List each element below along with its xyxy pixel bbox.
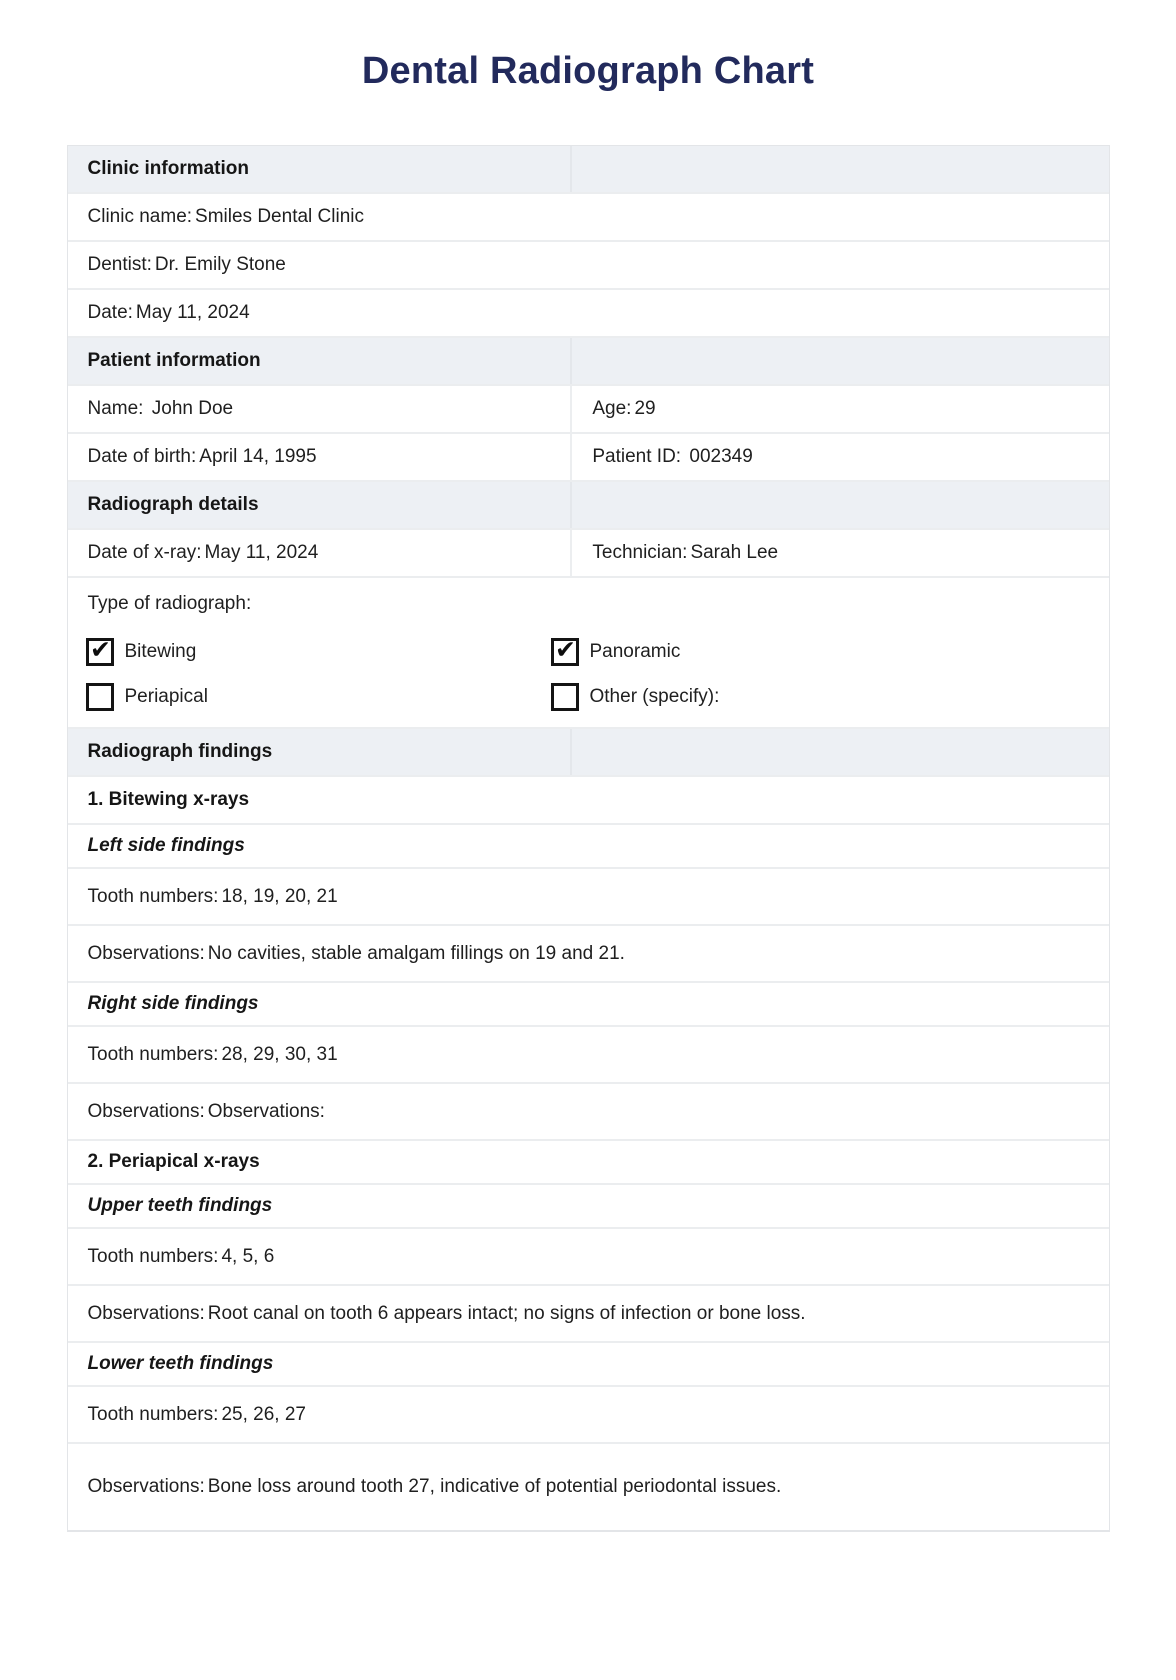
tooth-numbers-value: 25, 26, 27 [221, 1403, 306, 1425]
tooth-numbers-label: Tooth numbers: [87, 1403, 219, 1425]
tooth-numbers-label: Tooth numbers: [87, 1245, 219, 1267]
checkmark-icon: ✔ [555, 635, 576, 664]
tooth-numbers-value: 18, 19, 20, 21 [221, 885, 338, 907]
panoramic-checkbox-label: Panoramic [589, 641, 681, 662]
observations-row-upper-teeth [68, 1286, 1109, 1343]
section-header-spacer [572, 482, 1108, 528]
observations-row-lower-teeth [68, 1444, 1109, 1530]
observations-label: Observations: [87, 1100, 205, 1122]
clinic-name-value: Smiles Dental Clinic [195, 206, 364, 227]
tooth-numbers-label: Tooth numbers: [87, 1043, 219, 1065]
section-header-patient-information [68, 338, 1109, 386]
observations-row-left-side [68, 926, 1109, 983]
bitewing-checkbox[interactable] [86, 635, 114, 666]
dentist-label: Dentist: [87, 254, 152, 275]
technician-label: Technician: [592, 542, 688, 563]
checkbox-option-periapical[interactable] [86, 683, 551, 711]
panoramic-checkbox[interactable] [551, 635, 579, 666]
subsection-title-lower-teeth [68, 1343, 1109, 1387]
findings-group-title-bitewing [68, 777, 1109, 825]
section-header-spacer [572, 729, 1108, 775]
page-title: Dental Radiograph Chart [361, 50, 815, 92]
clinic-name-row [68, 194, 1109, 242]
age-value: 29 [634, 398, 656, 419]
xray-date-value: May 11, 2024 [204, 542, 319, 563]
group-title: 1. Bitewing x-rays [87, 789, 250, 810]
observations-value: No cavities, stable amalgam fillings on 19 and 21. [207, 942, 625, 964]
tooth-numbers-row-upper-teeth [68, 1229, 1109, 1286]
tooth-numbers-row-lower-teeth [68, 1387, 1109, 1444]
subsection-title: Left side findings [87, 835, 245, 856]
periapical-checkbox[interactable] [86, 683, 114, 711]
subsection-title: Lower teeth findings [87, 1353, 274, 1374]
technician-value: Sarah Lee [690, 542, 779, 563]
type-of-radiograph-label: Type of radiograph: [87, 593, 252, 614]
xray-date-label: Date of x-ray: [87, 542, 202, 563]
checkbox-option-other[interactable] [551, 683, 720, 711]
section-title: Radiograph details [87, 494, 259, 515]
dentist-value: Dr. Emily Stone [154, 254, 286, 275]
observations-value: Bone loss around tooth 27, indicative of potential periodontal issues. [207, 1476, 782, 1497]
group-title: 2. Periapical x-rays [87, 1151, 260, 1172]
other-checkbox[interactable] [551, 683, 579, 711]
clinic-name-label: Clinic name: [87, 206, 193, 227]
section-header-radiograph-findings [68, 729, 1109, 777]
clinic-date-row [68, 290, 1109, 338]
section-header-radiograph-details [68, 482, 1109, 530]
tooth-numbers-row-right-side [68, 1027, 1109, 1084]
observations-label: Observations: [87, 1302, 205, 1324]
tooth-numbers-label: Tooth numbers: [87, 885, 219, 907]
section-header-cell [68, 482, 573, 528]
section-title: Patient information [87, 350, 261, 371]
type-of-radiograph-block [68, 578, 1109, 729]
section-header-cell [68, 338, 573, 384]
other-checkbox-label: Other (specify): [589, 686, 720, 707]
checkbox-option-bitewing[interactable] [86, 635, 551, 666]
xray-date-technician-row [68, 530, 1109, 578]
findings-group-title-periapical [68, 1141, 1109, 1185]
dental-radiograph-form [67, 145, 1110, 1532]
observations-value: Root canal on tooth 6 appears intact; no signs of infection or bone loss. [207, 1302, 806, 1324]
tooth-numbers-row-left-side [68, 869, 1109, 926]
section-header-clinic-information [68, 146, 1109, 194]
checkmark-icon: ✔ [90, 635, 111, 664]
tooth-numbers-value: 4, 5, 6 [221, 1245, 275, 1267]
dob-patient-id-row [68, 434, 1109, 482]
clinic-date-value: May 11, 2024 [135, 302, 250, 323]
tooth-numbers-value: 28, 29, 30, 31 [221, 1043, 338, 1065]
clinic-date-label: Date: [87, 302, 133, 323]
patient-id-value: 002349 [689, 446, 753, 467]
patient-name-label: Name: [87, 398, 149, 419]
age-label: Age: [592, 398, 632, 419]
dentist-row [68, 242, 1109, 290]
checkbox-option-panoramic[interactable] [551, 635, 681, 666]
section-title: Clinic information [87, 158, 249, 179]
observations-row-right-side [68, 1084, 1109, 1141]
dob-label: Date of birth: [87, 446, 197, 467]
section-title: Radiograph findings [87, 741, 273, 762]
dob-value: April 14, 1995 [199, 446, 317, 467]
section-header-cell [68, 729, 573, 775]
subsection-title: Right side findings [87, 993, 259, 1014]
observations-value: Observations: [207, 1100, 325, 1122]
subsection-title: Upper teeth findings [87, 1195, 273, 1216]
patient-name-value: John Doe [151, 398, 234, 419]
subsection-title-left-side [68, 825, 1109, 869]
section-header-spacer [572, 146, 1108, 192]
section-header-cell [68, 146, 573, 192]
bitewing-checkbox-label: Bitewing [124, 641, 197, 662]
subsection-title-upper-teeth [68, 1185, 1109, 1229]
section-header-spacer [572, 338, 1108, 384]
patient-name-age-row [68, 386, 1109, 434]
patient-id-label: Patient ID: [592, 446, 687, 467]
observations-label: Observations: [87, 1476, 205, 1497]
periapical-checkbox-label: Periapical [124, 686, 208, 707]
observations-label: Observations: [87, 942, 205, 964]
subsection-title-right-side [68, 983, 1109, 1027]
